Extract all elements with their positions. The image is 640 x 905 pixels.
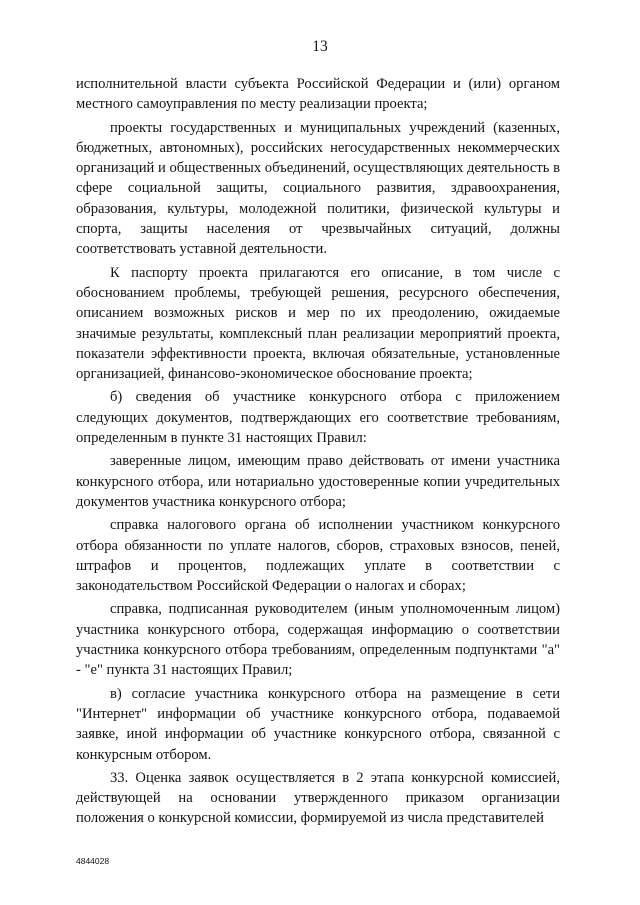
paragraph: проекты государственных и муниципальных учреждений (казенных, бюджетных, автономных), российских негосударственных некоммерческих организаций и общественных объединений, осуществляющих деятельность в сфере социальной защиты, социального развития, здравоохранения, образования, культуры, молодежной политики, физической культуры и спорта, защиты населения от чрезвычайных ситуаций, должны соответствовать уставной деятельности. <box>76 119 560 258</box>
document-body <box>76 74 560 829</box>
paragraph: заверенные лицом, имеющим право действовать от имени участника конкурсного отбора, или нотариально удостоверенные копии учредительных документов участника конкурсного отбора; <box>76 453 560 510</box>
paragraph: 33. Оценка заявок осуществляется в 2 этапа конкурсной комиссией, действующей на основании утвержденного приказом организации положения о конкурсной комиссии, формируемой из числа представителей <box>76 769 560 827</box>
paragraph: б) сведения об участнике конкурсного отбора с приложением следующих документов, подтверждающих его соответствие требованиям, определенным в пункте 31 настоящих Правил: <box>76 389 560 447</box>
paragraph: исполнительной власти субъекта Российской Федерации и (или) органом местного самоуправления по месту реализации проекта; <box>76 76 560 113</box>
page-number: 13 <box>312 38 328 55</box>
document-code: 4844028 <box>76 856 110 866</box>
paragraph: справка налогового органа об исполнении участником конкурсного отбора обязанности по уплате налогов, сборов, страховых взносов, пеней, штрафов и процентов, подлежащих уплате в соответствии с законодательством Российской Федерации о налогах и сборах; <box>76 517 560 595</box>
paragraph: справка, подписанная руководителем (иным уполномоченным лицом) участника конкурсного отбора, содержащая информацию о соответствии участника конкурсного отбора требованиям, определенным подпунктами "а" - "е" пункта 31 настоящих Правил; <box>76 601 560 679</box>
paragraph: К паспорту проекта прилагаются его описание, в том числе с обоснованием проблемы, требующей решения, ресурсного обеспечения, описанием возможных рисков и мер по их преодолению, ожидаемые значимые результаты, комплексный план реализации мероприятий проекта, показатели эффективности проекта, включая обязательные, установленные организацией, финансово-экономическое обоснование проекта; <box>76 264 560 383</box>
paragraph: в) согласие участника конкурсного отбора на размещение в сети "Интернет" информации об участнике конкурсного отбора, подаваемой заявке, иной информации об участнике конкурсного отбора, связанной с конкурсным отбором. <box>76 685 560 763</box>
